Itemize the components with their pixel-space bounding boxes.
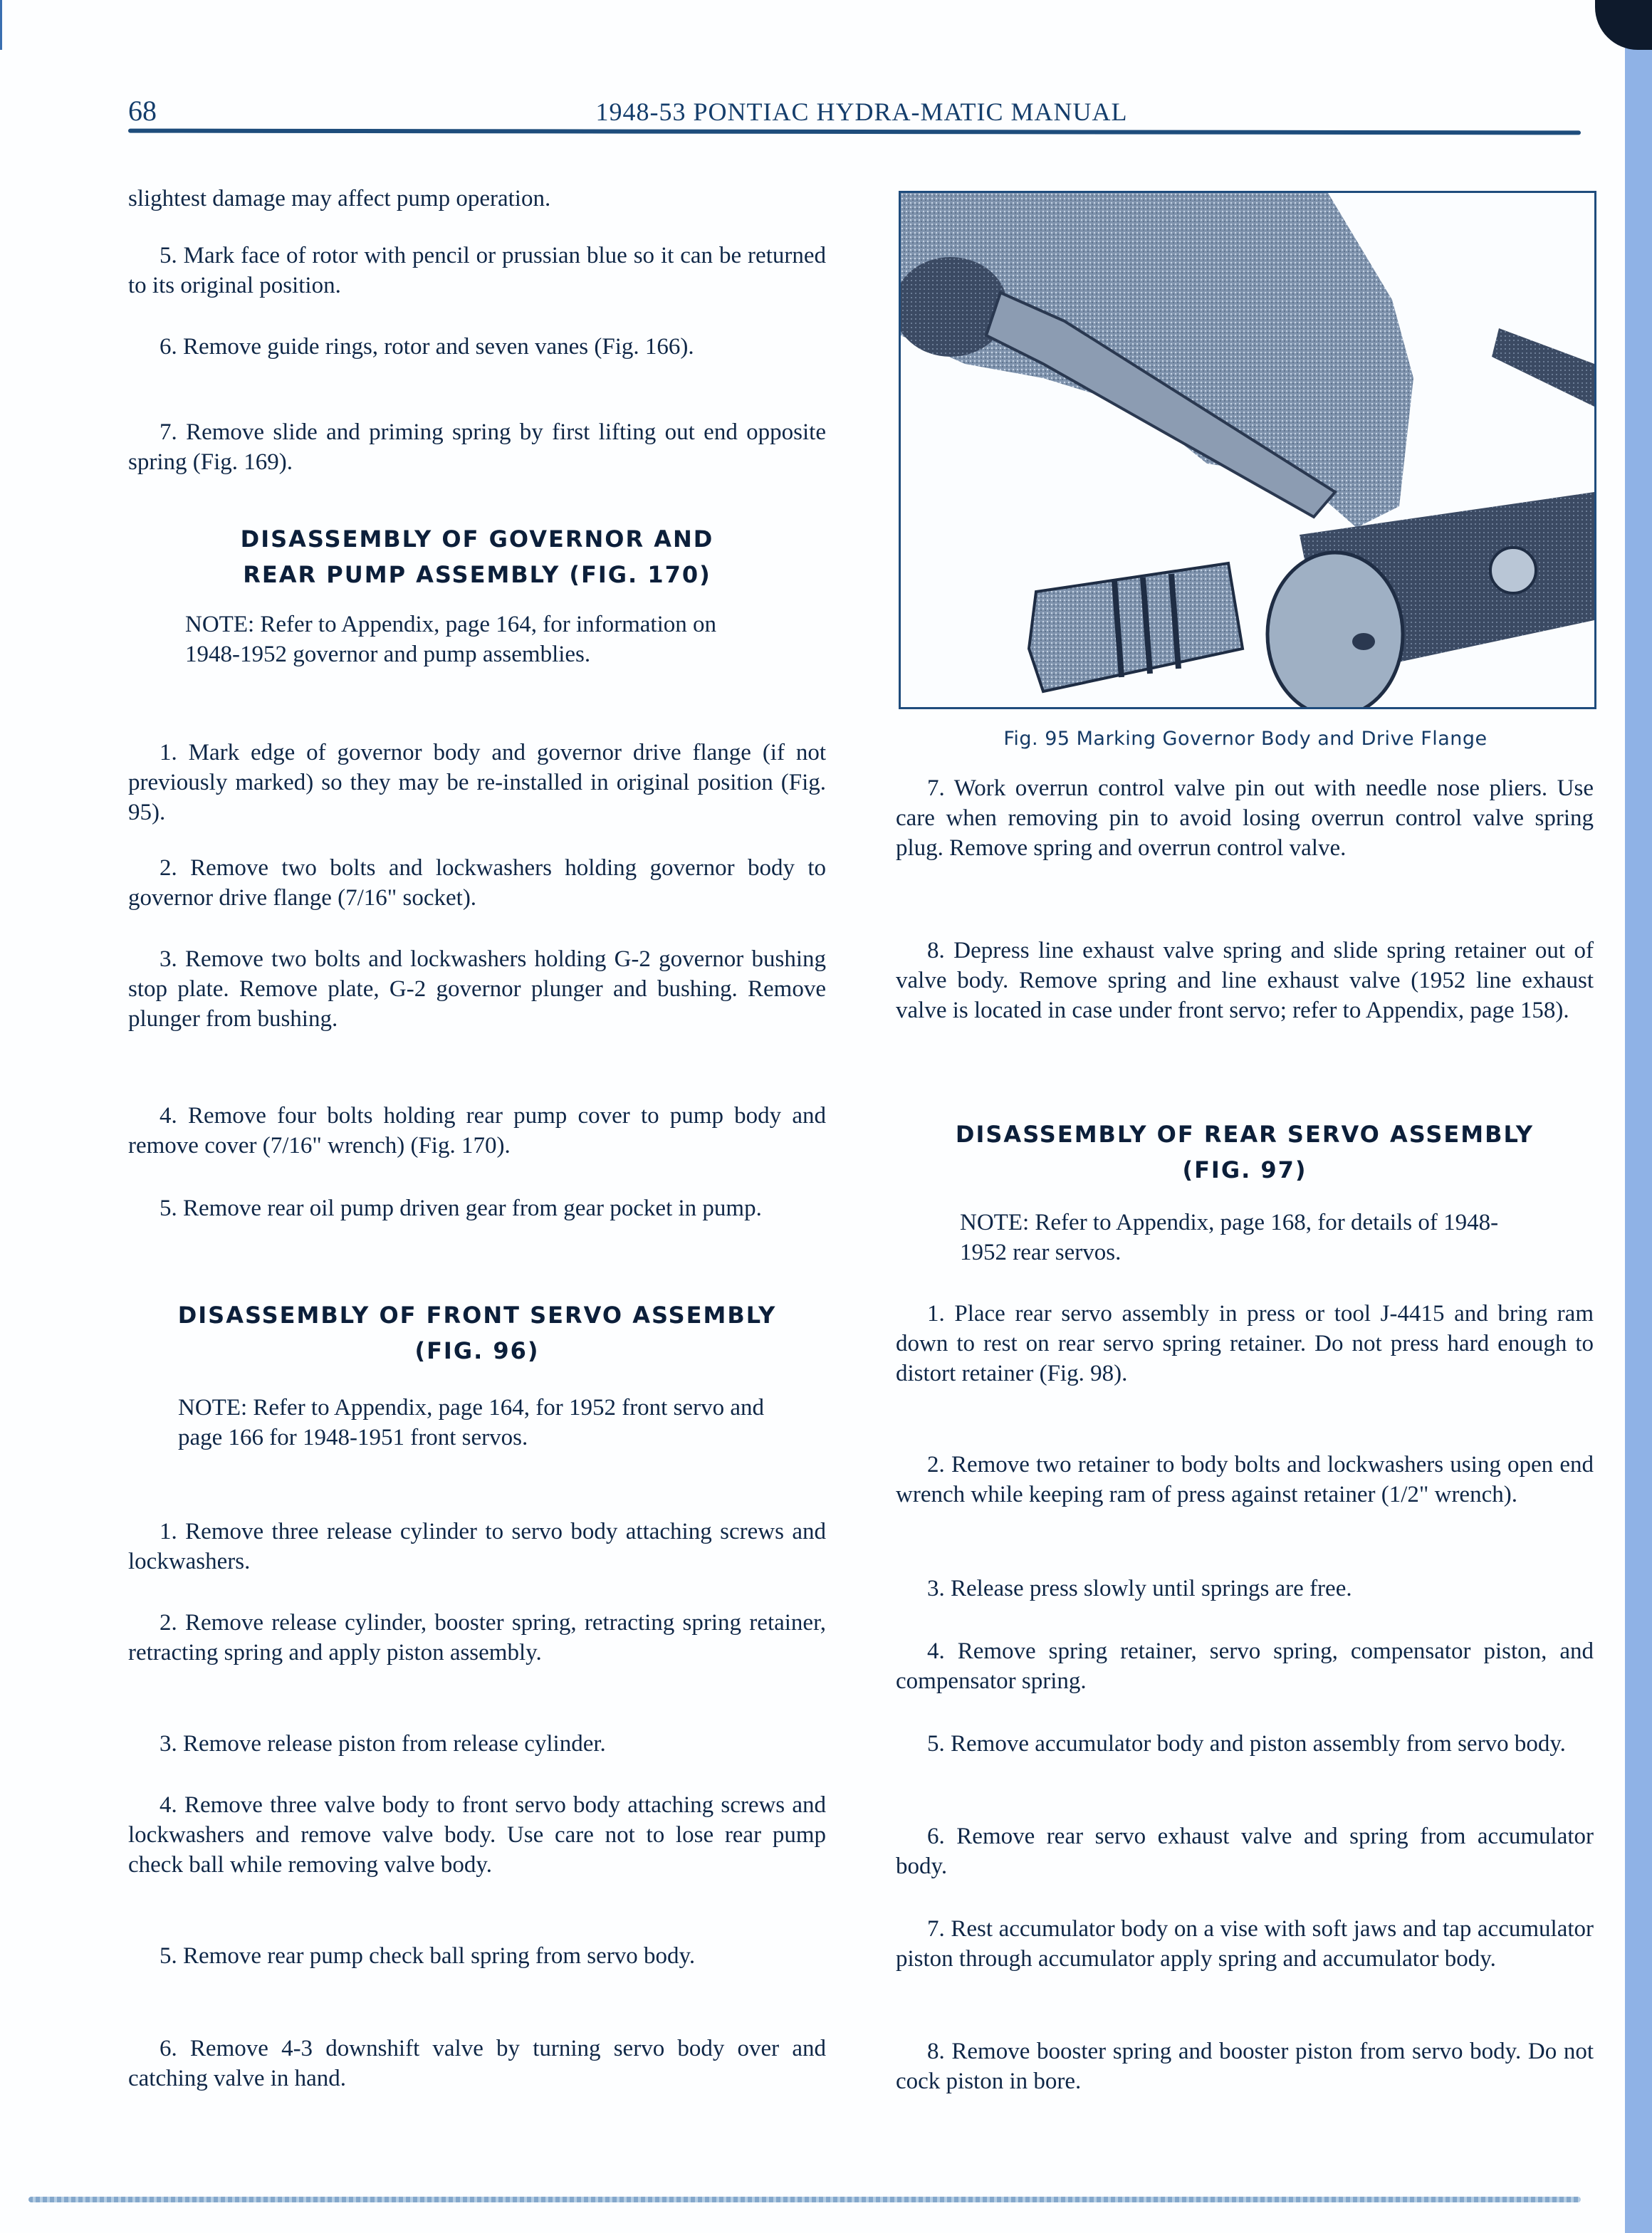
section-heading-line: DISASSEMBLY OF GOVERNOR AND bbox=[240, 525, 714, 553]
pump-step: 6. Remove guide rings, rotor and seven vanes (Fig. 166). bbox=[160, 334, 694, 360]
front-servo-step: 3. Remove release piston from release cylinder. bbox=[160, 1731, 606, 1757]
front-servo-step: 1. Remove three release cylinder to servo body attaching screws and lockwashers. bbox=[128, 1519, 826, 1574]
governor-step-cont: 7. Work overrun control valve pin out with needle nose pliers. Use care when removing pin to avoid losing overrun control valve spring plug. Remove spring and overrun control valve. bbox=[896, 775, 1594, 861]
front-servo-step: 6. Remove 4-3 downshift valve by turning servo body over and catching valve in hand. bbox=[128, 2036, 826, 2091]
footer-rule bbox=[28, 2197, 1581, 2202]
front-servo-note: NOTE: Refer to Appendix, page 164, for 1952 front servo and page 166 for 1948-1951 front servos. bbox=[178, 1395, 764, 1450]
rear-servo-step: 6. Remove rear servo exhaust valve and spring from accumulator body. bbox=[896, 1824, 1594, 1879]
page-number: 68 bbox=[128, 95, 157, 127]
section-heading-line: (FIG. 96) bbox=[414, 1337, 540, 1364]
rear-servo-step: 7. Rest accumulator body on a vise with soft jaws and tap accumulator piston through accumulator apply spring and accumulator body. bbox=[896, 1916, 1594, 1972]
rear-servo-step: 3. Release press slowly until springs are free. bbox=[927, 1576, 1352, 1601]
front-servo-step: 2. Remove release cylinder, booster spring, retracting spring retainer, retracting spring and apply piston assembly. bbox=[128, 1610, 826, 1665]
governor-step: 3. Remove two bolts and lockwashers holding G-2 governor bushing stop plate. Remove plate, G-2 governor plunger and bushing. Remove plunger from bushing. bbox=[128, 946, 826, 1032]
section-heading-line: DISASSEMBLY OF FRONT SERVO ASSEMBLY bbox=[177, 1302, 777, 1329]
pump-step: 7. Remove slide and priming spring by first lifting out end opposite spring (Fig. 169). bbox=[128, 419, 826, 475]
page-edge bbox=[0, 0, 2, 50]
page-edge-shadow bbox=[1625, 43, 1652, 2233]
section-heading-front-servo bbox=[128, 1297, 826, 1369]
rear-servo-step: 1. Place rear servo assembly in press or tool J-4415 and bring ram down to rest on rear servo spring retainer. Do not press hard enough to distort retainer (Fig. 98). bbox=[896, 1301, 1594, 1386]
governor-step: 5. Remove rear oil pump driven gear from gear pocket in pump. bbox=[160, 1196, 762, 1221]
governor-note: NOTE: Refer to Appendix, page 164, for information on 1948-1952 governor and pump assemblies. bbox=[185, 612, 716, 667]
governor-step: 1. Mark edge of governor body and governor drive flange (if not previously marked) so they may be re-installed in original position (Fig. 95). bbox=[128, 740, 826, 825]
section-heading-line: (FIG. 97) bbox=[1182, 1156, 1307, 1183]
right-column bbox=[896, 0, 1594, 2136]
running-header-title: 1948-53 PONTIAC HYDRA-MATIC MANUAL bbox=[595, 98, 1128, 126]
rear-servo-step: 5. Remove accumulator body and piston assembly from servo body. bbox=[927, 1731, 1566, 1757]
figure-caption: Fig. 95 Marking Governor Body and Drive Flange bbox=[1003, 728, 1488, 750]
rear-servo-step: 8. Remove booster spring and booster piston from servo body. Do not cock piston in bore. bbox=[896, 2039, 1594, 2094]
governor-step: 2. Remove two bolts and lockwashers holding governor body to governor drive flange (7/16" socket). bbox=[128, 855, 826, 911]
intro-text: slightest damage may affect pump operation. bbox=[128, 186, 551, 211]
rear-servo-step: 4. Remove spring retainer, servo spring, compensator piston, and compensator spring. bbox=[896, 1638, 1594, 1694]
rear-servo-note: NOTE: Refer to Appendix, page 168, for details of 1948-1952 rear servos. bbox=[960, 1210, 1499, 1265]
section-heading-governor bbox=[128, 521, 826, 592]
section-heading-line: DISASSEMBLY OF REAR SERVO ASSEMBLY bbox=[955, 1121, 1535, 1148]
front-servo-step: 4. Remove three valve body to front servo body attaching screws and lockwashers and remove valve body. Use care not to lose rear pump check ball while removing valve body. bbox=[128, 1792, 826, 1878]
front-servo-step: 5. Remove rear pump check ball spring from servo body. bbox=[160, 1943, 696, 1969]
pump-step: 5. Mark face of rotor with pencil or prussian blue so it can be returned to its original position. bbox=[128, 243, 826, 298]
section-heading-line: REAR PUMP ASSEMBLY (FIG. 170) bbox=[243, 561, 711, 588]
rear-servo-step: 2. Remove two retainer to body bolts and lockwashers using open end wrench while keeping ram of press against retainer (1/2" wrench). bbox=[896, 1452, 1594, 1507]
governor-step-cont: 8. Depress line exhaust valve spring and slide spring retainer out of valve body. Remove spring and line exhaust valve (1952 line exhaust valve is located in case under front servo; refer to Appendix, page 158). bbox=[896, 938, 1594, 1023]
section-heading-rear-servo bbox=[896, 1116, 1594, 1188]
left-column bbox=[128, 0, 826, 2136]
governor-step: 4. Remove four bolts holding rear pump cover to pump body and remove cover (7/16" wrench) (Fig. 170). bbox=[128, 1103, 826, 1159]
